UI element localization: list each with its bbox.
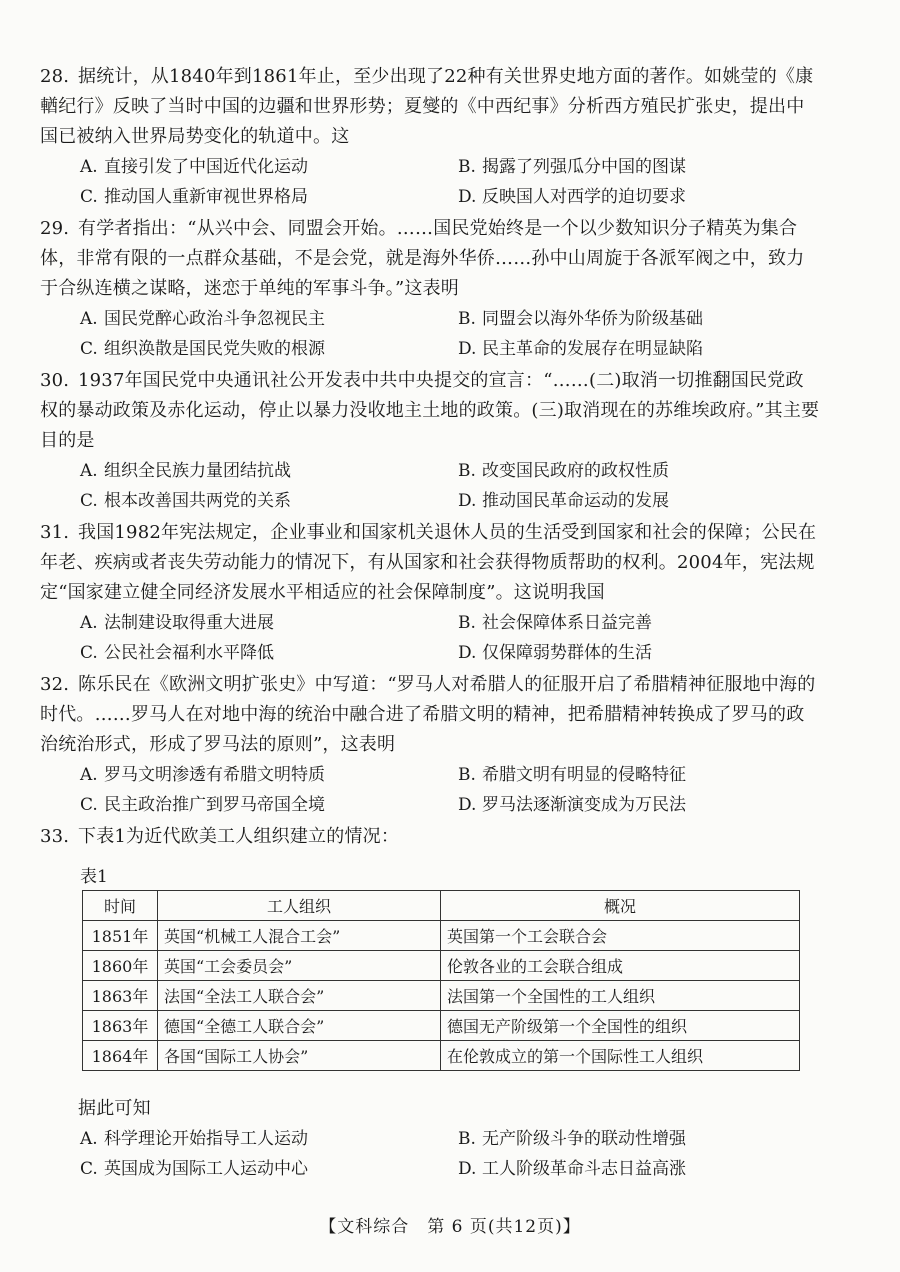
cell-organization: 英国“机械工人混合工会” <box>158 921 441 951</box>
question-stem: 有学者指出：“从兴中会、同盟会开始。……国民党始终是一个以少数知识分子精英为集合体，非常有限的一点群众基础，不是会党，就是海外华侨……孙中山周旋于各派军阀之中，致力于合纵连横之谋略，迷恋于单纯的军事斗争。”这表明 <box>40 218 805 299</box>
option-b[interactable]: B. 改变国民政府的政权性质 <box>458 461 669 481</box>
column-header-organization: 工人组织 <box>158 891 441 921</box>
cell-organization: 法国“全法工人联合会” <box>158 981 441 1011</box>
option-c[interactable]: C. 组织涣散是国民党失败的根源 <box>80 339 325 359</box>
option-d[interactable]: D. 民主革命的发展存在明显缺陷 <box>458 339 703 359</box>
table-row <box>83 951 800 981</box>
table-row <box>83 921 800 951</box>
cell-overview: 伦敦各业的工会联合组成 <box>441 951 800 981</box>
question-33-options <box>40 1094 820 1184</box>
option-d[interactable]: D. 罗马法逐渐演变成为万民法 <box>458 795 686 815</box>
question-number: 30. <box>40 370 70 391</box>
option-c[interactable]: C. 推动国人重新审视世界格局 <box>80 187 308 207</box>
question-stem: 1937年国民党中央通讯社公开发表中共中央提交的宣言：“……(二)取消一切推翻国民党政权的暴动政策及赤化运动，停止以暴力没收地主土地的政策。(三)取消现在的苏维埃政府。”其主要目的是 <box>40 370 820 451</box>
option-c[interactable]: C. 根本改善国共两党的关系 <box>80 491 291 511</box>
cell-organization: 各国“国际工人协会” <box>158 1041 441 1071</box>
table-row <box>83 1011 800 1041</box>
question-28 <box>40 62 820 212</box>
option-a[interactable]: A. 组织全民族力量团结抗战 <box>80 461 291 481</box>
question-stem: 据统计，从1840年到1861年止，至少出现了22种有关世界史地方面的著作。如姚莹的《康輶纪行》反映了当时中国的边疆和世界形势；夏燮的《中西纪事》分析西方殖民扩张史，提出中国已被纳入世界局势变化的轨道中。这 <box>40 66 814 147</box>
table-row <box>83 981 800 1011</box>
option-c[interactable]: C. 民主政治推广到罗马帝国全境 <box>80 795 325 815</box>
cell-overview: 德国无产阶级第一个全国性的组织 <box>441 1011 800 1041</box>
question-number: 33. <box>40 826 70 847</box>
option-c[interactable]: C. 公民社会福利水平降低 <box>80 643 274 663</box>
question-number: 29. <box>40 218 70 239</box>
cell-overview: 在伦敦成立的第一个国际性工人组织 <box>441 1041 800 1071</box>
option-b[interactable]: B. 揭露了列强瓜分中国的图谋 <box>458 157 686 177</box>
option-a[interactable]: A. 科学理论开始指导工人运动 <box>80 1129 308 1149</box>
option-b[interactable]: B. 无产阶级斗争的联动性增强 <box>458 1129 686 1149</box>
question-stem: 我国1982年宪法规定，企业事业和国家机关退休人员的生活受到国家和社会的保障；公民在年老、疾病或者丧失劳动能力的情况下，有从国家和社会获得物质帮助的权利。2004年，宪法规定“国家建立健全同经济发展水平相适应的社会保障制度”。这说明我国 <box>40 522 817 603</box>
labor-organizations-table <box>82 890 800 1071</box>
question-30 <box>40 366 820 516</box>
question-number: 31. <box>40 522 70 543</box>
column-header-overview: 概况 <box>441 891 800 921</box>
options <box>40 152 820 212</box>
table-header-row <box>83 891 800 921</box>
column-header-time: 时间 <box>83 891 158 921</box>
options <box>40 1124 820 1184</box>
option-a[interactable]: A. 直接引发了中国近代化运动 <box>80 157 308 177</box>
options <box>40 304 820 364</box>
cell-overview: 法国第一个全国性的工人组织 <box>441 981 800 1011</box>
cell-time: 1864年 <box>83 1041 158 1071</box>
options <box>40 456 820 516</box>
question-31 <box>40 518 820 668</box>
cell-time: 1863年 <box>83 981 158 1011</box>
table-caption: 表1 <box>80 867 108 887</box>
question-32 <box>40 670 820 820</box>
option-a[interactable]: A. 国民党醉心政治斗争忽视民主 <box>80 309 325 329</box>
option-b[interactable]: B. 同盟会以海外华侨为阶级基础 <box>458 309 703 329</box>
question-29 <box>40 214 820 364</box>
question-33 <box>40 822 820 852</box>
question-number: 28. <box>40 66 70 87</box>
after-table-text: 据此可知 <box>78 1098 151 1119</box>
option-c[interactable]: C. 英国成为国际工人运动中心 <box>80 1159 308 1179</box>
option-a[interactable]: A. 法制建设取得重大进展 <box>80 613 274 633</box>
option-d[interactable]: D. 工人阶级革命斗志日益高涨 <box>458 1159 686 1179</box>
option-a[interactable]: A. 罗马文明渗透有希腊文明特质 <box>80 765 325 785</box>
options <box>40 760 820 820</box>
table-row <box>83 1041 800 1071</box>
cell-time: 1863年 <box>83 1011 158 1041</box>
option-d[interactable]: D. 推动国民革命运动的发展 <box>458 491 669 511</box>
question-number: 32. <box>40 674 70 695</box>
page-footer: 【文科综合 第 6 页(共12页)】 <box>319 1217 581 1237</box>
option-d[interactable]: D. 仅保障弱势群体的生活 <box>458 643 652 663</box>
options <box>40 608 820 668</box>
cell-time: 1851年 <box>83 921 158 951</box>
cell-overview: 英国第一个工会联合会 <box>441 921 800 951</box>
question-stem: 下表1为近代欧美工人组织建立的情况： <box>78 826 400 847</box>
cell-organization: 德国“全德工人联合会” <box>158 1011 441 1041</box>
option-b[interactable]: B. 社会保障体系日益完善 <box>458 613 652 633</box>
cell-organization: 英国“工会委员会” <box>158 951 441 981</box>
question-stem: 陈乐民在《欧洲文明扩张史》中写道：“罗马人对希腊人的征服开启了希腊精神征服地中海的时代。……罗马人在对地中海的统治中融合进了希腊文明的精神，把希腊精神转换成了罗马的政治统治形式，形成了罗马法的原则”，这表明 <box>40 674 816 755</box>
option-d[interactable]: D. 反映国人对西学的迫切要求 <box>458 187 686 207</box>
cell-time: 1860年 <box>83 951 158 981</box>
option-b[interactable]: B. 希腊文明有明显的侵略特征 <box>458 765 686 785</box>
